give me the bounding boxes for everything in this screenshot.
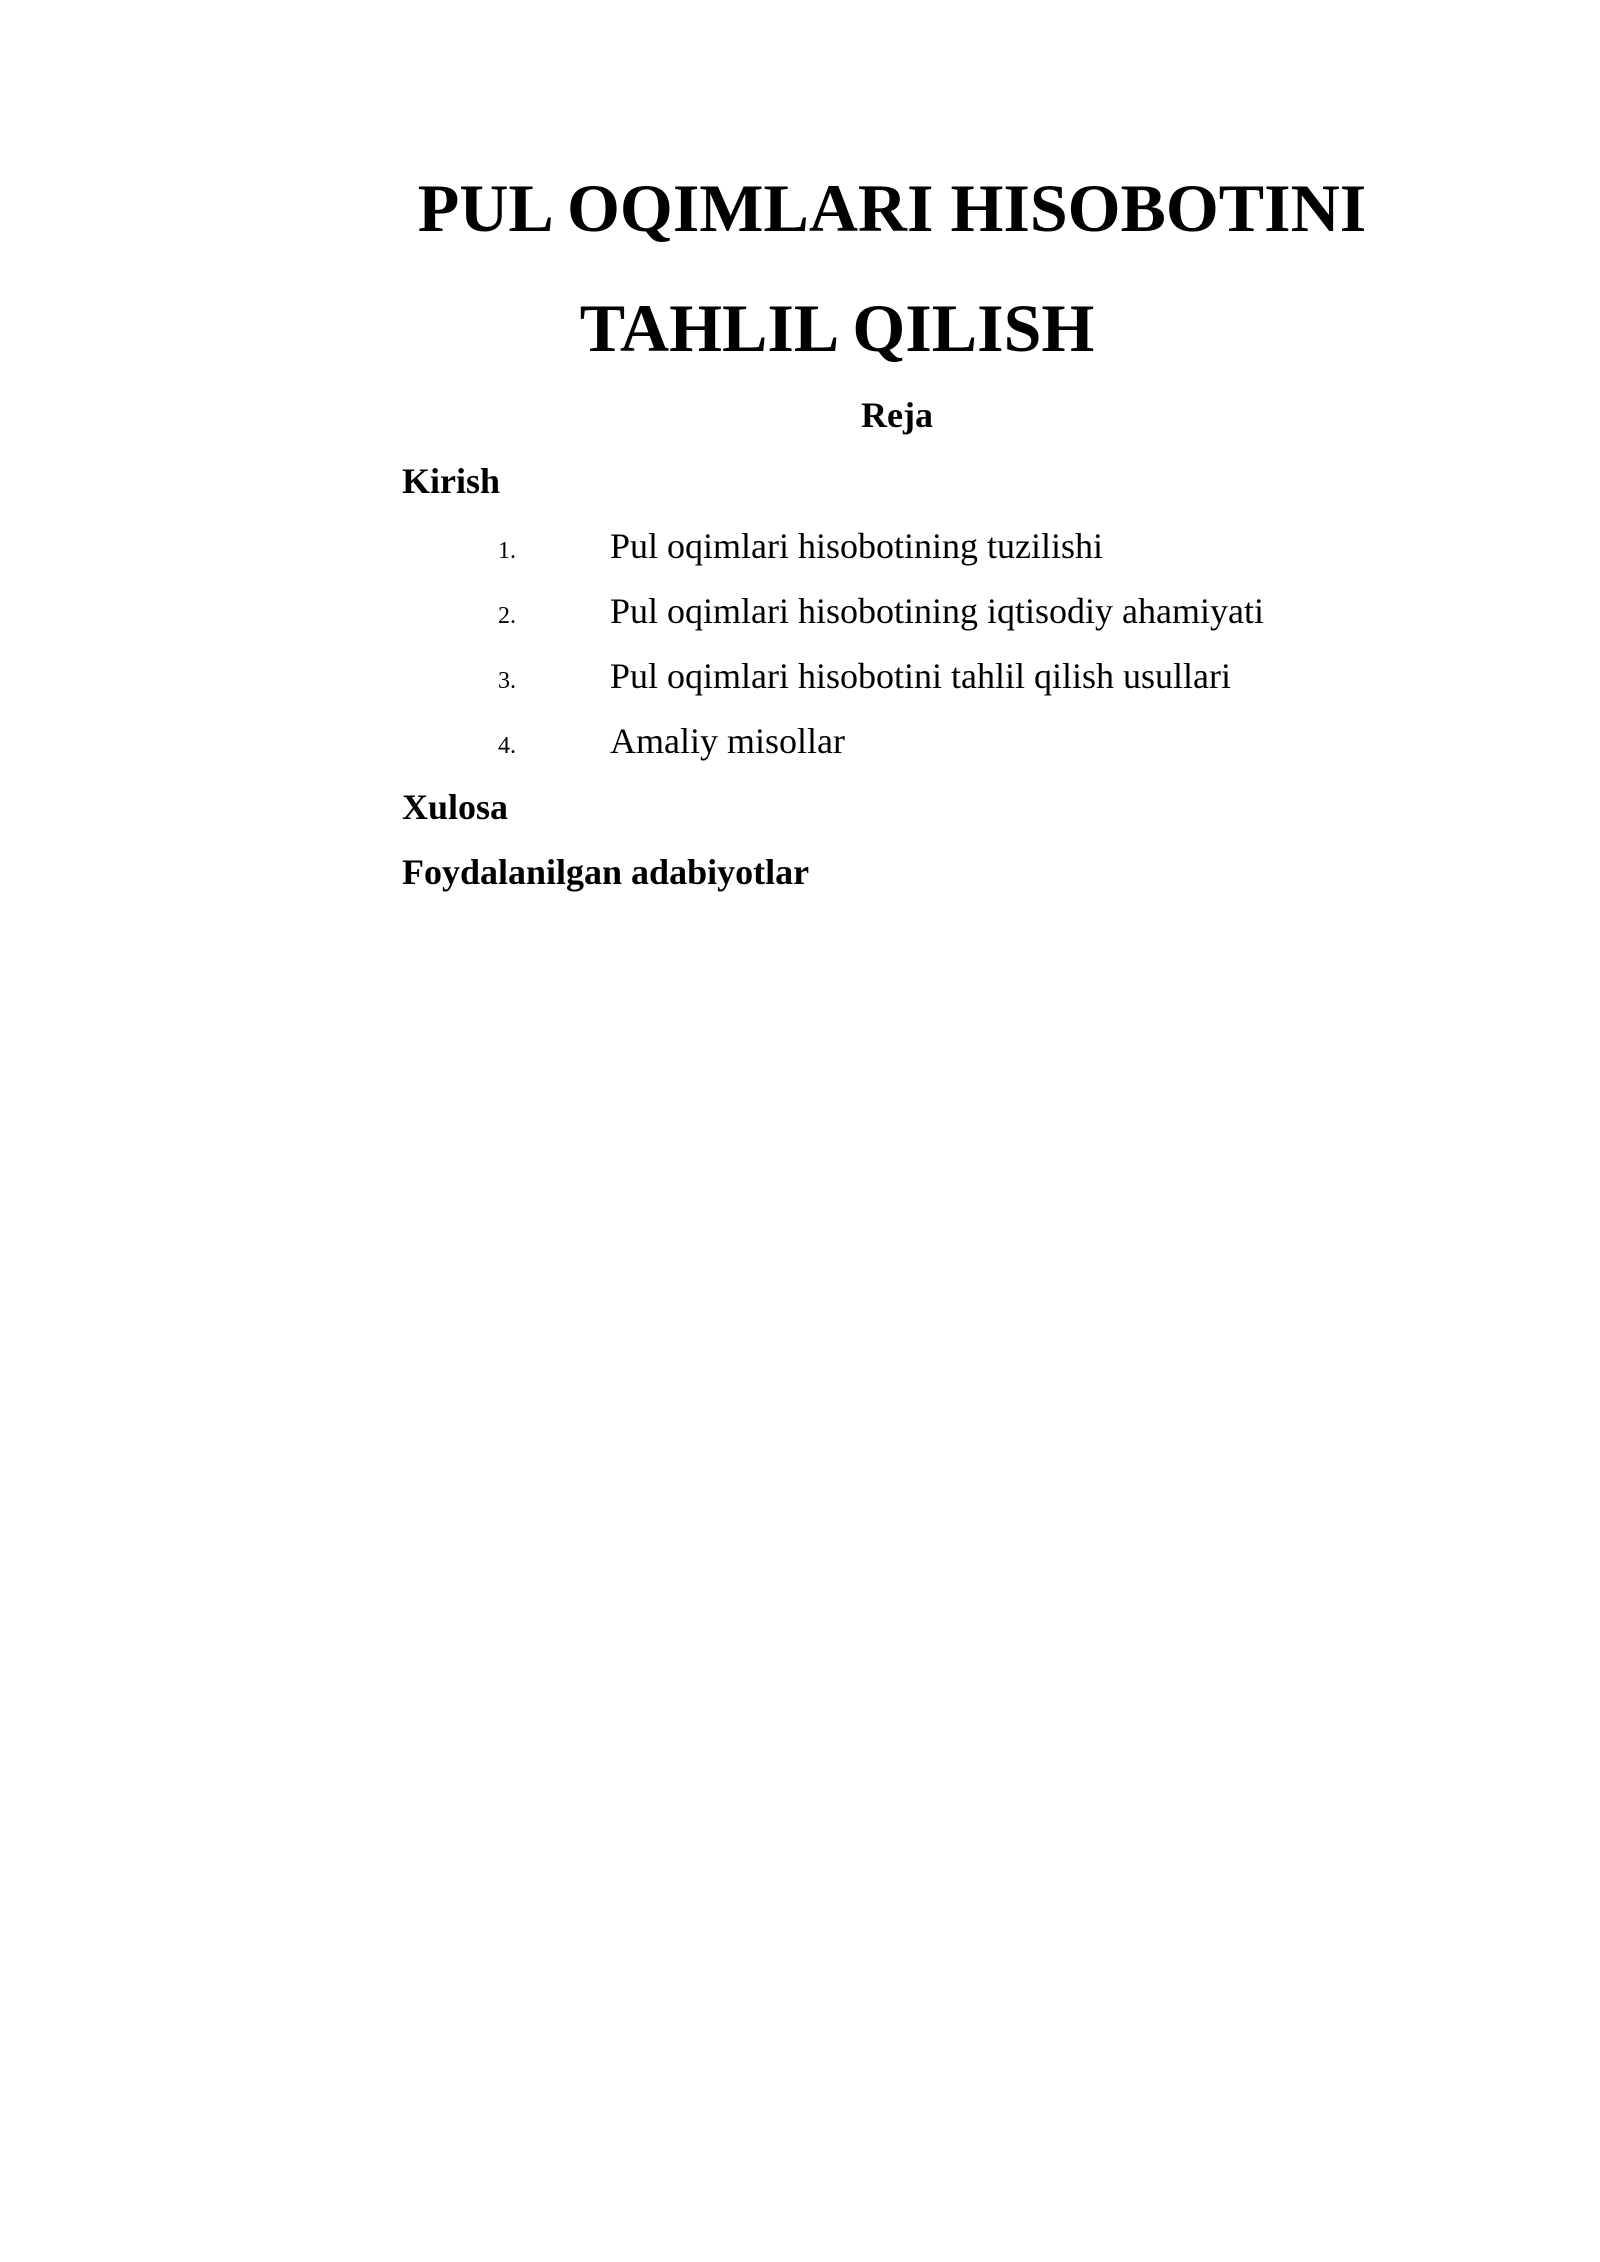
- plan-item-number: 2.: [498, 603, 516, 629]
- plan-heading: Reja: [861, 395, 933, 435]
- title-line-2: TAHLIL QILISH: [579, 290, 1095, 366]
- references-heading: Foydalanilgan adabiyotlar: [402, 852, 810, 892]
- plan-item-number: 4.: [498, 733, 516, 759]
- plan-item-number: 3.: [498, 668, 516, 694]
- plan-item-number: 1.: [498, 538, 516, 564]
- intro-heading: Kirish: [402, 461, 501, 501]
- plan-list-item: [402, 586, 1264, 651]
- plan-item-text: Pul oqimlari hisobotini tahlil qilish usullari: [610, 656, 1231, 696]
- conclusion-heading: Xulosa: [402, 787, 509, 827]
- plan-list: [402, 521, 1264, 781]
- document-title: [402, 148, 1382, 388]
- plan-list-item: [402, 651, 1264, 716]
- plan-item-text: Pul oqimlari hisobotining iqtisodiy ahamiyati: [610, 591, 1264, 631]
- plan-item-text: Amaliy misollar: [610, 721, 845, 761]
- plan-list-item: [402, 716, 1264, 781]
- title-line-1: PUL OQIMLARI HISOBOTINI: [417, 170, 1367, 246]
- plan-list-item: [402, 521, 1264, 586]
- plan-item-text: Pul oqimlari hisobotining tuzilishi: [610, 526, 1104, 566]
